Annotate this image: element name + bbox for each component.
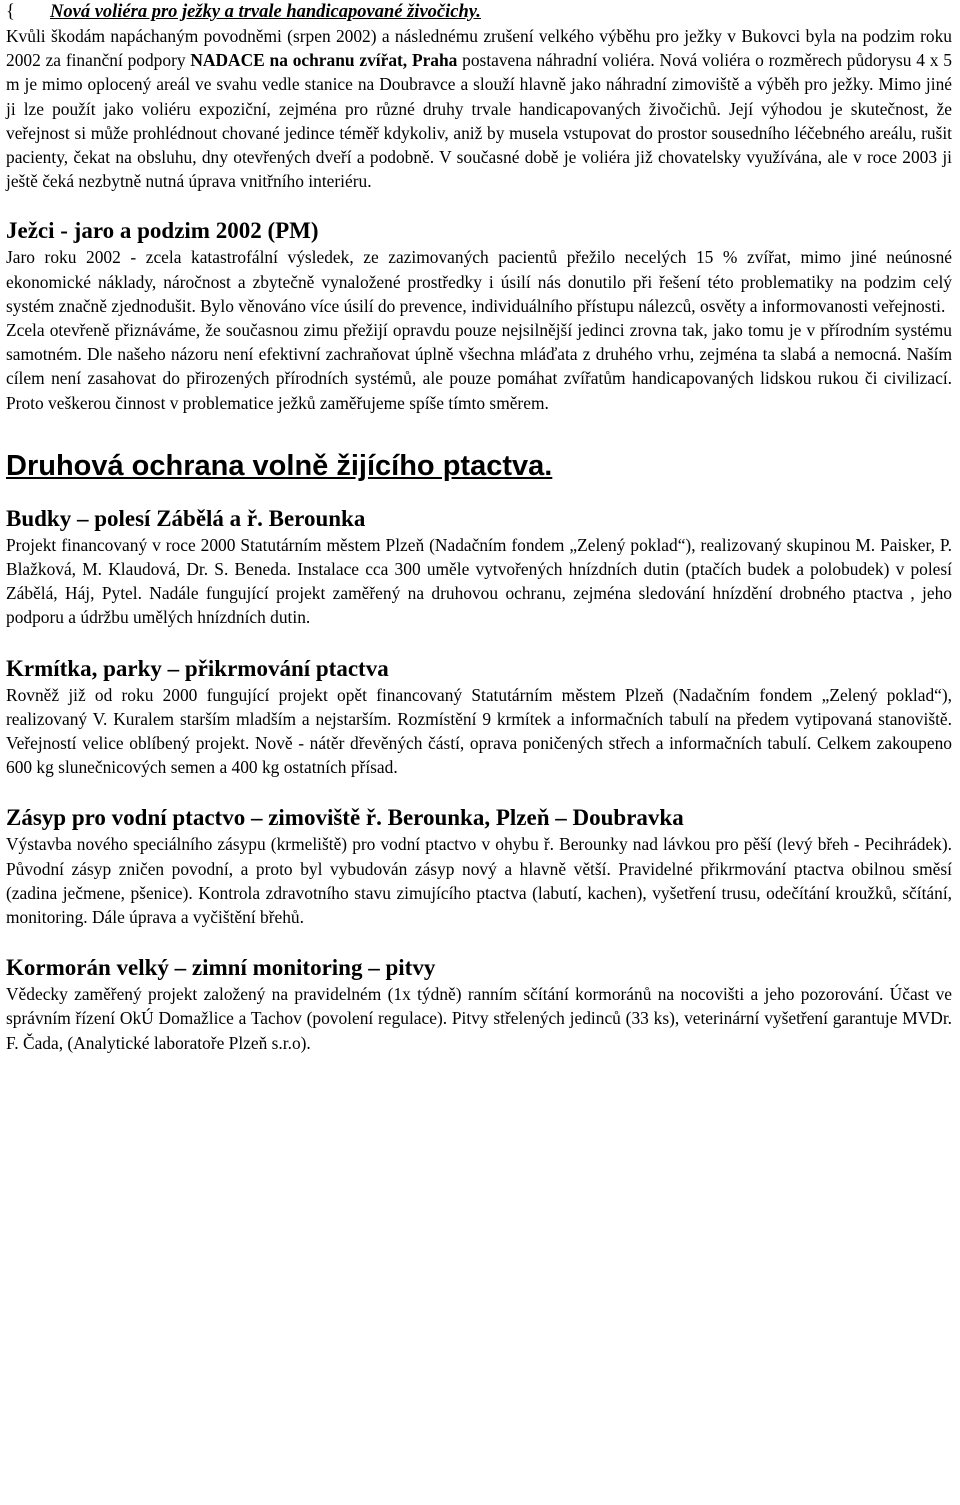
bracket-marker: { — [6, 2, 15, 22]
intro-text: Kvůli škodám napáchaným povodněmi (srpen 2002) a následnému zrušení velkého výběhu pro ježky v Bukovci byla na podzim roku 2002 za finanční podpory — [6, 26, 952, 71]
intro-paragraph — [6, 24, 952, 193]
krmitka-paragraph: Rovněž již od roku 2000 fungující projekt opět financovaný Statutárním městem Plzeň (Nadačním fondem „Zelený poklad“), realizovaný V. Kuralem starším mladším a nejstarším. Rozmístění 9 krmítek a informačních tabulí na předem vytipovaná stanoviště. Veřejností velice oblíbený projekt. Nově - nátěr dřevěných částí, oprava poničených střech a informačních tabulí. Celkem zakoupeno 600 kg slunečnicových semen a 400 kg ostatních přísad. — [6, 684, 952, 778]
intro-title-text: Nová voliéra pro ježky a trvale handicapované živočichy. — [50, 2, 481, 22]
kormoran-paragraph: Vědecky zaměřený projekt založený na pravidelném (1x týdně) ranním sčítání kormoránů na nocovišti a jeho pozorování. Účast ve správním řízení OkÚ Domažlice a Tachov (povolení regulace). Pitvy střelených jedinců (33 ks), veterinární vyšetření garantuje MVDr. F. Čada, (Analytické laboratoře Plzeň s.r.o). — [6, 984, 952, 1053]
jezci-heading: Ježci - jaro a podzim 2002 (PM) — [6, 218, 319, 244]
section-title: Druhová ochrana volně žijícího ptactva. — [6, 449, 553, 482]
zasyp-paragraph: Výstavba nového speciálního zásypu (krmeliště) pro vodní ptactvo v ohybu ř. Berounky nad lávkou pro pěší (levý břeh - Pecihrádek). Původní zásyp zničen povodní, a proto byl vybudován zásyp nový a hlavně větší. Pravidelné přikrmování ptactva obilnou směsí (zadina ječmene, pšenice). Kontrola zdravotního stavu zimujícího ptactva (labutí, kachen), vyšetření trusu, odečítání kroužků, sčítání, monitoring. Dále úprava a vyčištění břehů. — [6, 834, 952, 928]
intro-text-rest: postavena náhradní voliéra. Nová voliéra o rozměrech půdorysu 4 x 5 m je mimo oplocený areál ve svahu vedle stanice na Doubravce a slouží hlavně jako náhradní zimoviště a výběh pro ježky. Mimo jiné ji lze použít jako voliéru expoziční, zejména pro různé druhy trvale handicapovaných živočichů. Její výhodou je skutečnost, že veřejnost si může prohlédnout chované jedince téměř kdykoliv, aniž by musela vstupovat do prostor sousedního léčebného areálu, rušit pacienty, čekat na obsluhu, dny otevřených dveří a podobně. V současné době je voliéra již chovatelsky využívána, ale v roce 2003 ji ještě čeká nezbytně nutná úprava vnitřního interiéru. — [6, 50, 952, 192]
budky-paragraph: Projekt financovaný v roce 2000 Statutárním městem Plzeň (Nadačním fondem „Zelený poklad“), realizovaný skupinou M. Paisker, P. Blažková, M. Klaudová, Dr. S. Beneda. Instalace cca 300 uměle vytvořených hnízdních dutin (ptačích budek a polobudek) v polesí Zábělá, Háj, Pytel. Nadále fungující projekt zaměřený na druhovou ochranu, zejména sledování hnízdění drobného ptactva , jeho podporu a údržbu umělých hnízdních dutin. — [6, 534, 952, 628]
krmitka-heading: Krmítka, parky – přikrmování ptactva — [6, 655, 389, 681]
zasyp-heading: Zásyp pro vodní ptactvo – zimoviště ř. Berounka, Plzeň – Doubravka — [6, 805, 684, 831]
jezci-paragraph-1: Jaro roku 2002 - zcela katastrofální výsledek, ze zazimovaných pacientů přežilo necelých 15 % zvířat, mimo jiné neúnosné ekonomické náklady, náročnost a zbytečně vynaložené prostředky i úsilí nás donutilo při řešení této problematiky na podzim celý systém značně zjednodušit. Bylo věnováno více úsilí do prevence, individuálního přístupu nálezců, osvěty a informovanosti veřejnosti. — [6, 247, 952, 316]
budky-heading: Budky – polesí Zábělá a ř. Berounka — [6, 505, 366, 531]
intro-text-bold: NADACE na ochranu zvířat, Praha — [190, 50, 458, 71]
intro-title — [6, 0, 952, 24]
jezci-paragraph-2: Zcela otevřeně přiznáváme, že současnou zimu přežijí opravdu pouze nejsilnější jedinci zrovna tak, jako tomu je v přírodním systému samotném. Dle našeho názoru není efektivní zachraňovat úplně všechna mláďata z druhého vrhu, zejména ta slabá a nemocná. Naším cílem není zasahovat do přirozených přírodních systémů, ale pouze pomáhat zvířatům handicapovaných lidskou rukou či civilizací. Proto veškerou činnost v problematice ježků zaměřujeme spíše tímto směrem. — [6, 320, 952, 413]
kormoran-heading: Kormorán velký – zimní monitoring – pitvy — [6, 955, 436, 981]
